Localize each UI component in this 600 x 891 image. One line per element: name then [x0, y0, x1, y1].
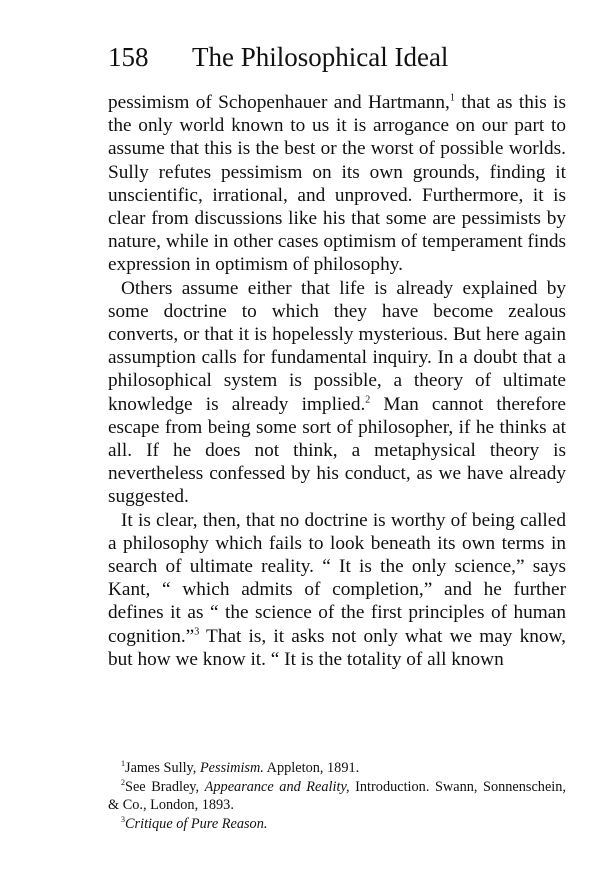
footnote-text: Appleton, 1891.: [263, 760, 360, 776]
footnote-title: Appearance and Reality,: [204, 778, 350, 795]
footnote-2: [108, 778, 566, 815]
footnote-ref-1: 1: [449, 92, 455, 104]
footnote-title: Critique of Pure Reason.: [125, 815, 268, 832]
page-header: [108, 40, 563, 74]
footnote-title: Pessimism.: [199, 760, 264, 776]
paragraph-1: [108, 91, 566, 277]
footnote-text: Introduction. Swann, Sonnenschein, & Co., London, 1893.: [108, 778, 566, 813]
paragraph-text: Man cannot therefore escape from being some sort of philosopher, if he thinks at all. If he does not think, a metaphysical theory is nevertheless confessed by his conduct, as we have already suggested.: [108, 393, 566, 508]
paragraph-text: Others assume either that life is already explained by some doctrine to which they have become zealous converts, or that it is hopelessly mysterious. But here again assumption calls for fundamental inquiry. In a doubt that a philosophical system is possible, a theory of ultimate knowledge is already implied.: [108, 277, 566, 415]
footnote-3: [108, 815, 566, 834]
page-number: 158: [108, 42, 149, 72]
body-text: [108, 91, 566, 671]
paragraph-3: [108, 509, 566, 671]
paragraph-text: pessimism of Schopenhauer and Hartmann,: [108, 92, 450, 113]
footnote-1: [108, 759, 566, 778]
footnote-ref-3: 3: [194, 626, 200, 638]
footnote-marker: 3: [121, 814, 125, 824]
footnote-marker: 2: [121, 777, 125, 787]
running-title: The Philosophical Ideal: [192, 42, 449, 72]
footnote-marker: 1: [121, 759, 125, 769]
footnotes: [108, 759, 566, 833]
paragraph-text: That is, it asks not only what we may know, but how we know it. “ It is the totality of all known: [108, 625, 566, 670]
paragraph-2: [108, 277, 566, 509]
footnote-text: See Bradley,: [125, 778, 205, 795]
footnote-ref-2: 2: [365, 394, 371, 406]
paragraph-text: that as this is the only world known to us it is arrogance on our part to assume that this is the best or the worst of possible worlds. Sully refutes pessimism on its own grounds, finding it unscientific, irrational, and unproved. Furthermore, it is clear from discussions like his that some are pessimists by nature, while in other cases optimism of temperament finds expression in optimism of philosophy.: [108, 92, 566, 276]
footnote-text: James Sully,: [125, 760, 200, 776]
paragraph-text: It is clear, then, that no doctrine is worthy of being called a philosophy which fails to look beneath its own terms in search of ultimate reality. “ It is the only science,” says Kant, “ which admits of completion,” and he further defines it as “ the science of the first principles of human cognition.”: [108, 509, 566, 647]
